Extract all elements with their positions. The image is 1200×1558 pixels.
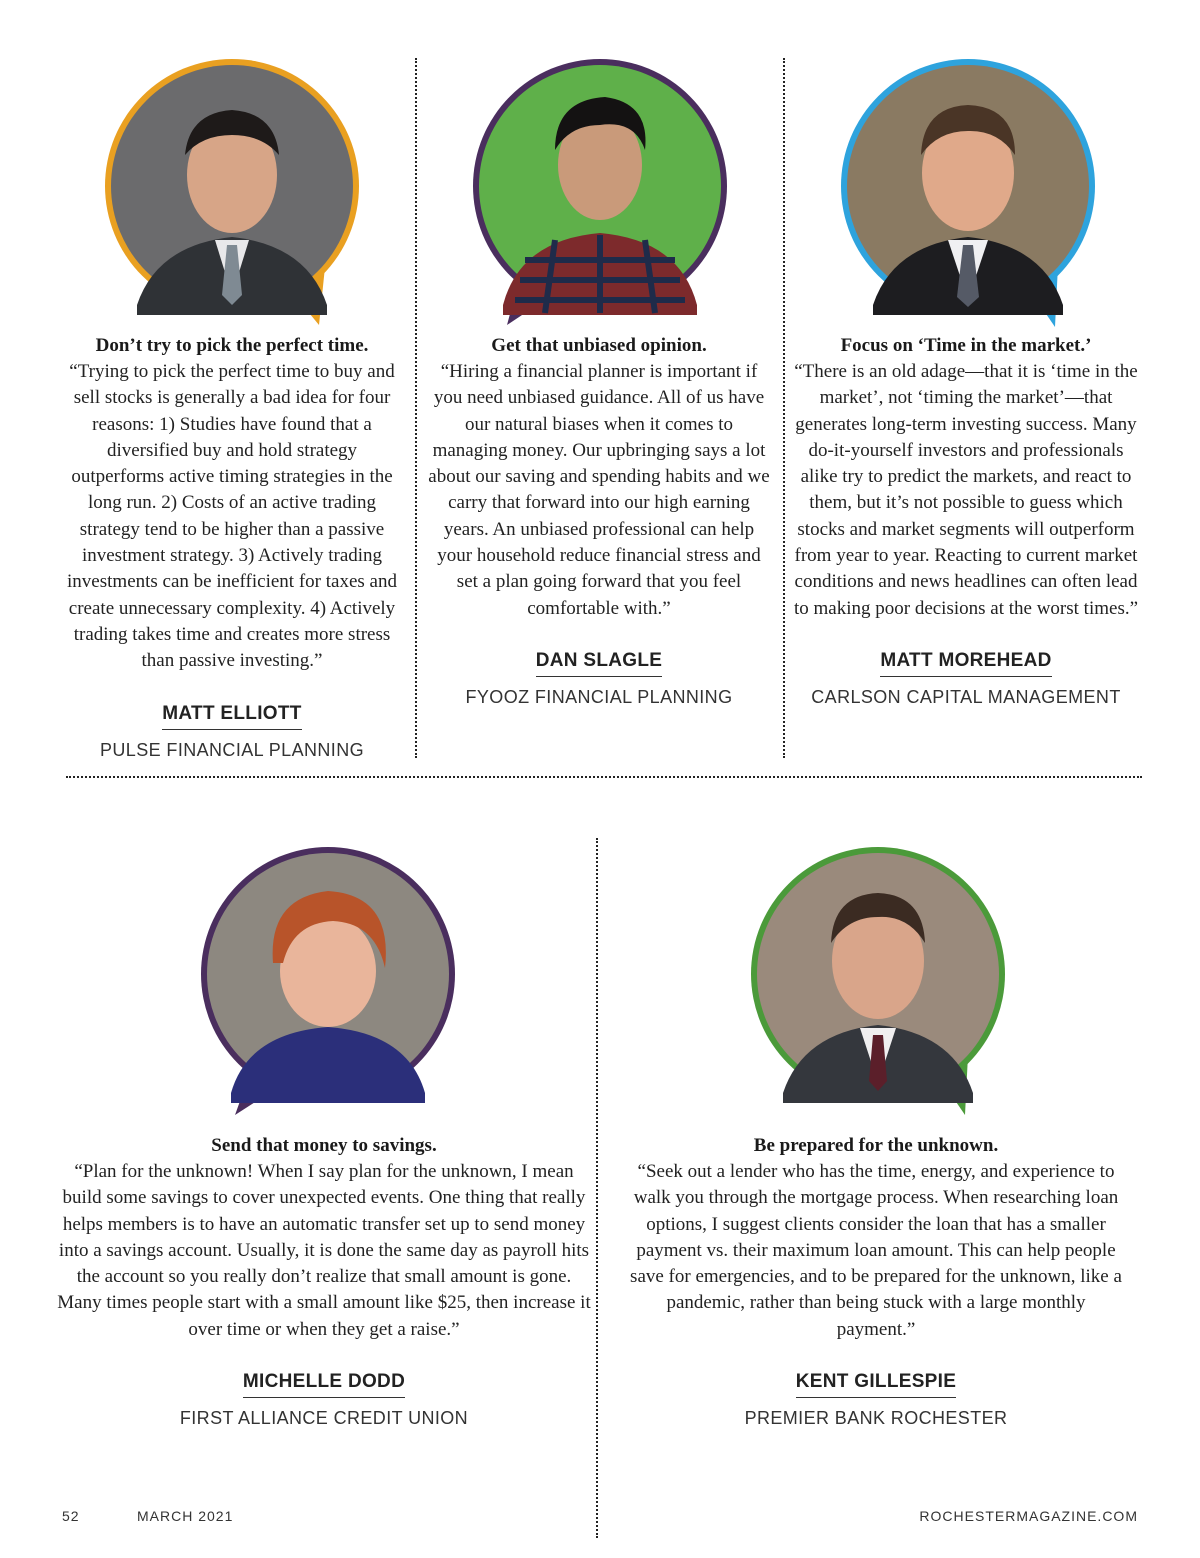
row-divider — [66, 776, 1142, 778]
profile-card-5 — [626, 1133, 1126, 1429]
profile-photo-matt-elliott — [97, 55, 367, 335]
profile-card-2 — [428, 333, 770, 708]
profile-photo-matt-morehead — [833, 55, 1103, 335]
quote-text: “Seek out a lender who has the time, energy, and experience to walk you through the mortgage process. When researching loan options, I suggest clients consider the loan that has a smaller payment vs. their maximum loan amount. This can help people save for emergencies, and to be prepared for the unknown, like a pandemic, rather than being stuck with a large monthly payment.” — [630, 1161, 1122, 1340]
column-divider-3 — [596, 838, 598, 1538]
column-divider-2 — [783, 58, 785, 758]
headline: Send that money to savings. — [211, 1135, 437, 1156]
page-number: 52 — [62, 1508, 80, 1524]
profile-photo-michelle-dodd — [193, 843, 463, 1123]
website-link[interactable]: ROCHESTERMAGAZINE.COM — [919, 1508, 1138, 1524]
quote-text: “Plan for the unknown! When I say plan for the unknown, I mean build some savings to cover unexpected events. One thing that really helps members is to have an automatic transfer set up to send money into a savings account. Usually, it is done the same day as payroll hits the account so you really don’t realize that small amount is gone. Many times people start with a small amount like $25, then increase it over time or when they get a raise.” — [57, 1161, 591, 1340]
headline: Focus on ‘Time in the market.’ — [840, 335, 1092, 356]
profile-card-3 — [793, 333, 1139, 708]
person-name: KENT GILLESPIE — [796, 1371, 956, 1398]
profile-photo-dan-slagle — [465, 55, 735, 335]
profile-photo-kent-gillespie — [743, 843, 1013, 1123]
company-name: PULSE FINANCIAL PLANNING — [100, 739, 364, 760]
issue-date: MARCH 2021 — [137, 1508, 234, 1524]
quote-text: “Trying to pick the perfect time to buy and sell stocks is generally a bad idea for four reasons: 1) Studies have found that a diversified buy and hold strategy outperforms active timing strategies in the long run. 2) Costs of an active trading strategy tend to be higher than a passive investment strategy. 3) Actively trading investments can be inefficient for taxes and create unnecessary complexity. 4) Actively trading takes time and creates more stress than passive investing.” — [67, 361, 397, 672]
headline: Don’t try to pick the perfect time. — [95, 335, 369, 356]
person-name: MATT MOREHEAD — [880, 650, 1051, 677]
person-name: DAN SLAGLE — [536, 650, 663, 677]
profile-card-1 — [62, 333, 402, 761]
headline: Be prepared for the unknown. — [753, 1135, 999, 1156]
person-name: MICHELLE DODD — [243, 1371, 405, 1398]
person-name: MATT ELLIOTT — [162, 703, 301, 730]
quote-text: “Hiring a financial planner is important if you need unbiased guidance. All of us have our natural biases when it comes to managing money. Our upbringing says a lot about our saving and spending habits and we carry that forward into our high earning years. An unbiased professional can help your household reduce financial stress and set a plan going forward that you feel comfortable with.” — [428, 361, 770, 619]
company-name: CARLSON CAPITAL MANAGEMENT — [811, 686, 1121, 707]
column-divider-1 — [415, 58, 417, 758]
company-name: FYOOZ FINANCIAL PLANNING — [465, 686, 733, 707]
headline: Get that unbiased opinion. — [491, 335, 707, 356]
quote-text: “There is an old adage—that it is ‘time in the market’, not ‘timing the market’—that generates long-term investing success. Many do-it-yourself investors and professionals alike try to predict the markets, and react to them, but it’s not possible to guess which stocks and market segments will outperform from year to year. Reacting to current market conditions and news headlines can often lead to making poor decisions at the worst times.” — [793, 361, 1139, 619]
profile-card-4 — [56, 1133, 592, 1429]
company-name: PREMIER BANK ROCHESTER — [744, 1408, 1008, 1429]
company-name: FIRST ALLIANCE CREDIT UNION — [179, 1408, 469, 1429]
